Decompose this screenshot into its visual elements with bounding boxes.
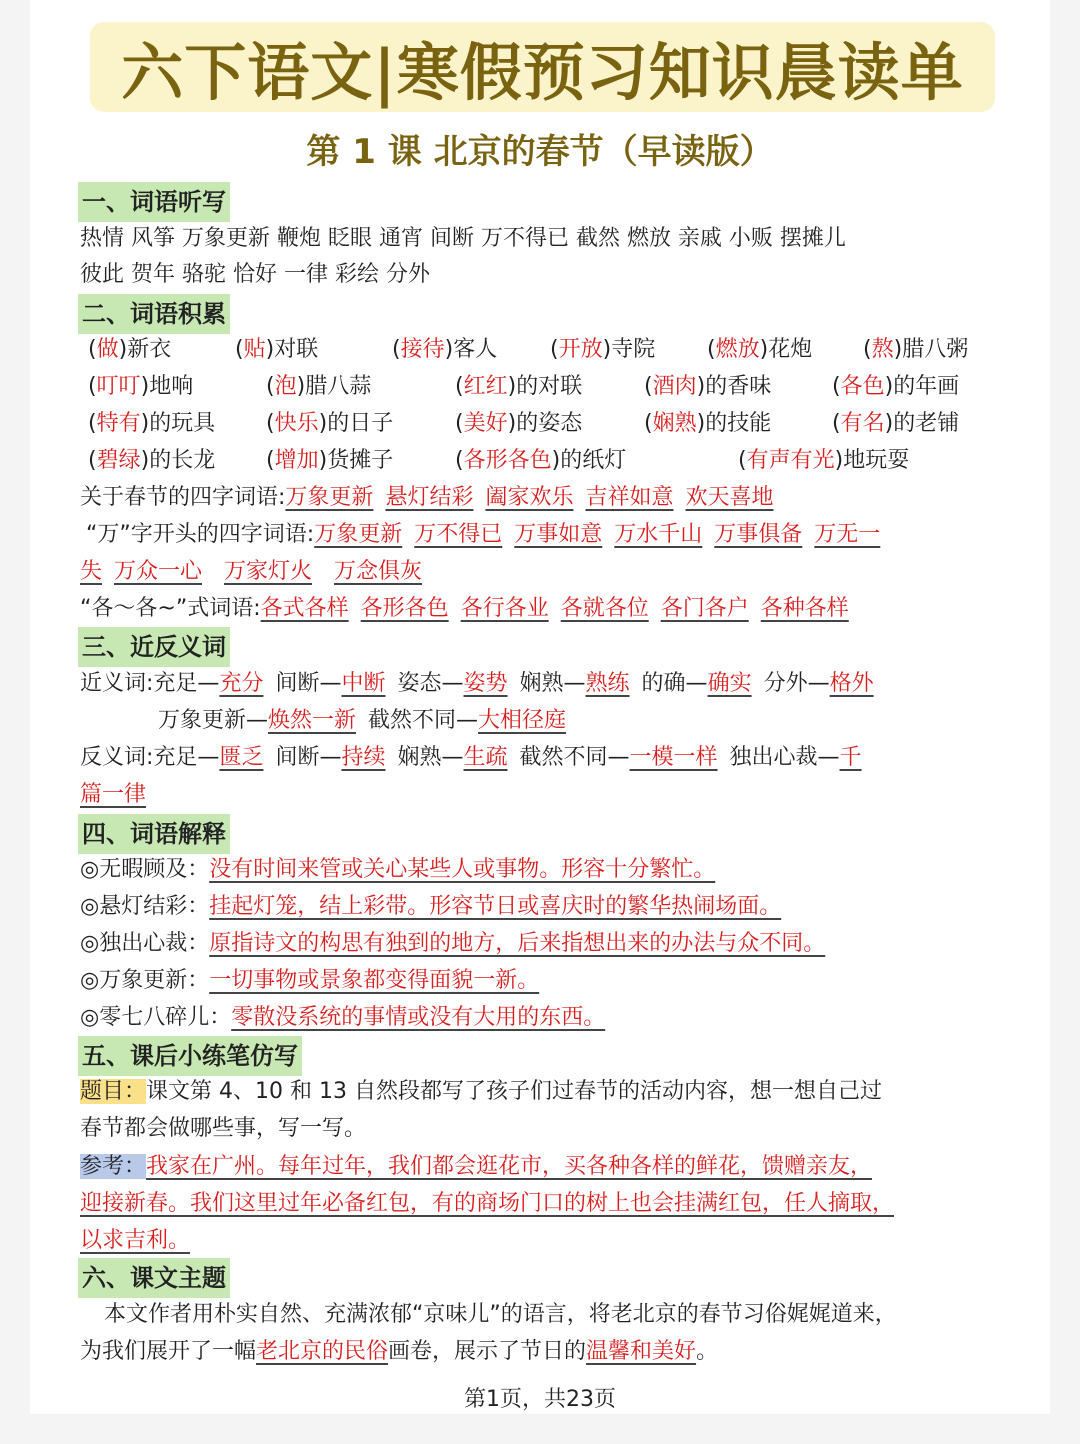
question-label: 题目： [80, 1079, 147, 1104]
wan-idioms-line-1: “万”字开头的四字词语:万象更新 万不得已 万事如意 万水千山 万事俱备 万无一 [86, 522, 881, 547]
spring-idioms-line: 关于春节的四字词语:万象更新 悬灯结彩 阖家欢乐 吉祥如意 欢天喜地 [80, 485, 774, 510]
collocation-item: (娴熟)的技能 [644, 411, 772, 436]
collocation-item: (美好)的姿态 [455, 411, 583, 436]
collocation-item: (特有)的玩具 [88, 411, 216, 436]
wan-idioms-line-2: 失 万众一心 万家灯火 万念俱灰 [80, 559, 423, 584]
collocation-item: (酒肉)的香味 [644, 374, 772, 399]
collocation-item: (各形各色)的纸灯 [455, 448, 627, 473]
practice-answer-line-2: 迎接新春。我们这里过年必备红包，有的商场门口的树上也会挂满红包，任人摘取， [80, 1191, 895, 1216]
collocation-item: (泡)腊八蒜 [266, 374, 372, 399]
section-practice-heading: 五、课后小练笔仿写 [78, 1036, 302, 1076]
lesson-subtitle: 第 1 课 北京的春节（早读版） [306, 132, 774, 172]
collocation-item: (接待)客人 [392, 337, 498, 362]
collocation-item: (有名)的老铺 [832, 411, 960, 436]
theme-line-2: 为我们展开了一幅老北京的民俗画卷，展示了节日的温馨和美好。 [80, 1339, 719, 1364]
section-theme-heading: 六、课文主题 [78, 1258, 230, 1298]
collocation-item: (贴)对联 [235, 337, 319, 362]
synonyms-line-2: 万象更新—焕然一新 截然不同—大相径庭 [158, 708, 567, 733]
antonyms-line-2: 篇一律 [80, 782, 147, 807]
practice-question-line-1: 题目：课文第 4、10 和 13 自然段都写了孩子们过春节的活动内容，想一想自己过 [80, 1079, 882, 1104]
collocation-item: (熬)腊八粥 [863, 337, 969, 362]
dictation-line-2: 彼此 贺年 骆驼 恰好 一律 彩绘 分外 [80, 262, 430, 287]
explanation-item: ◎无暇顾及：没有时间来管或关心某些人或事物。形容十分繁忙。 [80, 857, 716, 882]
collocation-item: (做)新衣 [88, 337, 172, 362]
title-banner [90, 22, 995, 112]
dictation-line-1: 热情 风筝 万象更新 鞭炮 眨眼 通宵 间断 万不得已 截然 燃放 亲戚 小贩 摆摊儿 [80, 226, 846, 251]
page-number: 第1页，共23页 [464, 1387, 616, 1412]
collocation-item: (燃放)花炮 [707, 337, 813, 362]
worksheet-page [30, 0, 1050, 1414]
collocation-item: (快乐)的日子 [266, 411, 394, 436]
collocation-item: (各色)的年画 [832, 374, 960, 399]
collocation-item: (增加)货摊子 [266, 448, 394, 473]
theme-line-1: 本文作者用朴实自然、充满浓郁“京味儿”的语言，将老北京的春节习俗娓娓道来， [104, 1302, 897, 1327]
antonyms-line-1: 反义词:充足—匮乏 间断—持续 娴熟—生疏 截然不同—一模一样 独出心裁—千 [80, 745, 862, 770]
ge-idioms-line: “各～各~”式词语:各式各样 各形各色 各行各业 各就各位 各门各户 各种各样 [80, 596, 849, 621]
section-dictation-heading: 一、词语听写 [78, 182, 230, 222]
collocation-item: (开放)寺院 [550, 337, 656, 362]
explanation-item: ◎万象更新：一切事物或景象都变得面貌一新。 [80, 968, 540, 993]
collocation-item: (碧绿)的长龙 [88, 448, 216, 473]
section-synonyms-heading: 三、近反义词 [78, 627, 230, 667]
collocation-item: (红红)的对联 [455, 374, 583, 399]
explanation-item: ◎零七八碎儿：零散没系统的事情或没有大用的东西。 [80, 1005, 606, 1030]
section-explanations-heading: 四、词语解释 [78, 814, 230, 854]
practice-answer-line-1: 参考：我家在广州。每年过年，我们都会逛花市，买各种各样的鲜花，馈赠亲友， [80, 1154, 873, 1179]
synonyms-line-1: 近义词:充足—充分 间断—中断 姿态—姿势 娴熟—熟练 的确—确实 分外—格外 [80, 671, 874, 696]
collocation-item: (叮叮)地响 [88, 374, 194, 399]
practice-answer-line-3: 以求吉利。 [80, 1228, 191, 1253]
explanation-item: ◎独出心裁：原指诗文的构思有独到的地方，后来指想出来的办法与众不同。 [80, 931, 826, 956]
explanation-item: ◎悬灯结彩：挂起灯笼，结上彩带。形容节日或喜庆时的繁华热闹场面。 [80, 894, 782, 919]
section-vocabulary-heading: 二、词语积累 [78, 294, 230, 334]
reference-label: 参考： [80, 1154, 147, 1179]
collocation-item: (有声有光)地玩耍 [738, 448, 910, 473]
page-title: 六下语文|寒假预习知识晨读单 [121, 35, 964, 109]
practice-question-line-2: 春节都会做哪些事，写一写。 [80, 1116, 367, 1141]
